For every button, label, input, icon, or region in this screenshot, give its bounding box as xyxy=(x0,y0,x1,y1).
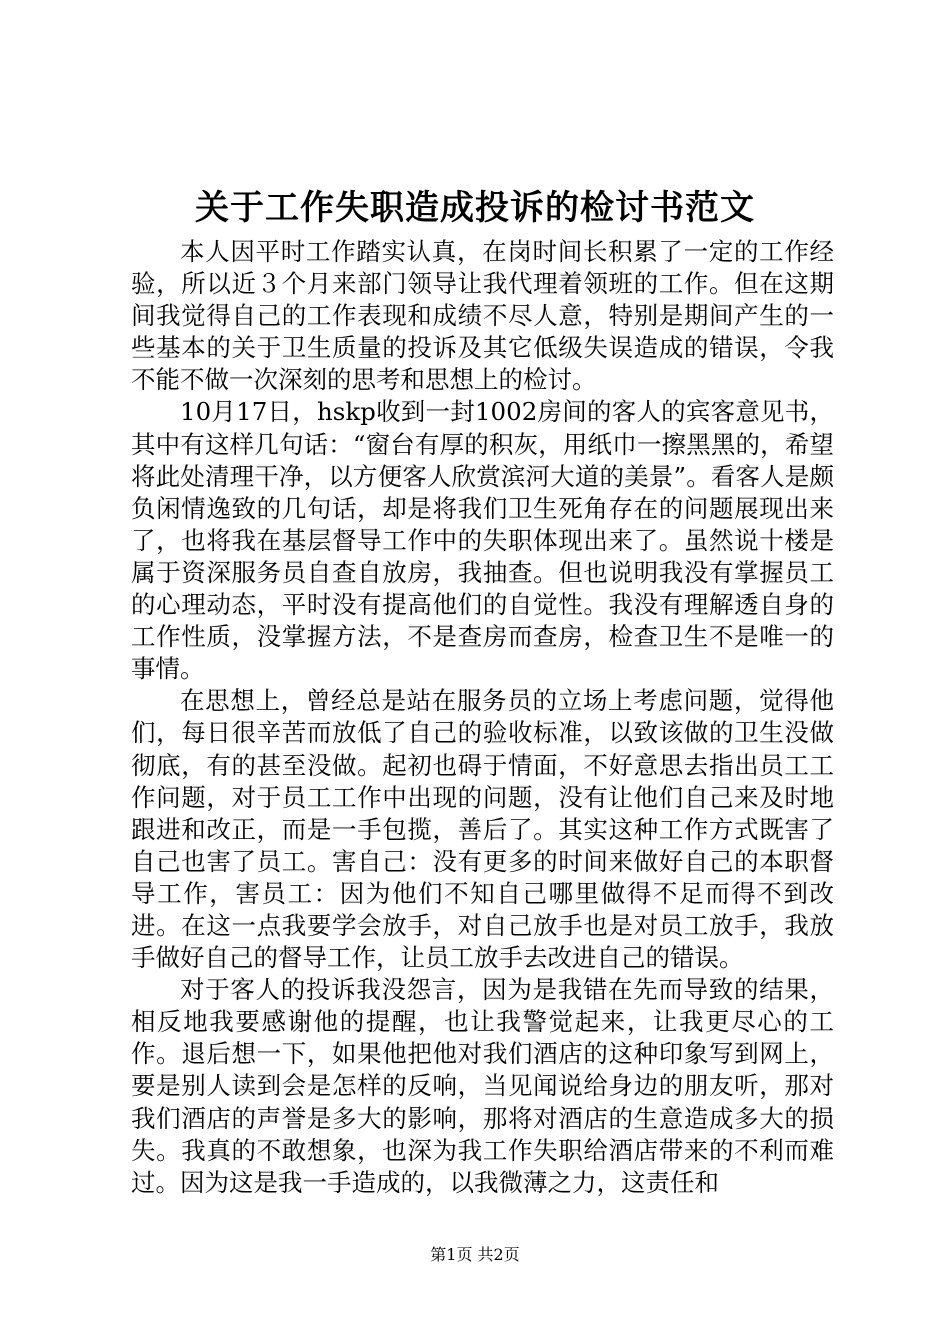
document-body xyxy=(131,236,834,1199)
document-title: 关于工作失职造成投诉的检讨书范文 xyxy=(195,188,755,228)
paragraph-2: 10月17日，hskp收到一封1002房间的客人的宾客意见书，其中有这样几句话：“窗台有厚的积灰，用纸巾一擦黑黑的，希望将此处清理干净，以方便客人欣赏滨河大道的美景”。看客人是颇负闲情逸致的几句话，却是将我们卫生死角存在的问题展现出来了，也将我在基层督导工作中的失职体现出来了。虽然说十楼是属于资深服务员自查自放房，我抽查。但也说明我没有掌握员工的心理动态，平时没有提高他们的自觉性。我没有理解透自身的工作性质，没掌握方法，不是查房而查房，检查卫生不是唯一的事情。 xyxy=(131,397,834,684)
paragraph-3: 在思想上，曾经总是站在服务员的立场上考虑问题，觉得他们，每日很辛苦而放低了自己的验收标准，以致该做的卫生没做彻底，有的甚至没做。起初也碍于情面，不好意思去指出员工工作问题，对于员工工作中出现的问题，没有让他们自己来及时地跟进和改正，而是一手包揽，善后了。其实这种工作方式既害了自己也害了员工。害自己：没有更多的时间来做好自己的本职督导工作，害员工：因为他们不知自己哪里做得不足而得不到改进。在这一点我要学会放手，对自己放手也是对员工放手，我放手做好自己的督导工作，让员工放手去改进自己的错误。 xyxy=(131,686,834,973)
page-number-footer: 第1页 共2页 xyxy=(430,1245,520,1264)
paragraph-1: 本人因平时工作踏实认真，在岗时间长积累了一定的工作经验，所以近３个月来部门领导让我代理着领班的工作。但在这期间我觉得自己的工作表现和成绩不尽人意，特别是期间产生的一些基本的关于卫生质量的投诉及其它低级失误造成的错误，令我不能不做一次深刻的思考和思想上的检讨。 xyxy=(131,237,834,395)
paragraph-4: 对于客人的投诉我没怨言，因为是我错在先而导致的结果，相反地我要感谢他的提醒，也让我警觉起来，让我更尽心的工作。退后想一下，如果他把他对我们酒店的这种印象写到网上，要是别人读到会是怎样的反响，当见闻说给身边的朋友听，那对我们酒店的声誉是多大的影响，那将对酒店的生意造成多大的损失。我真的不敢想象，也深为我工作失职给酒店带来的不利而难过。因为这是我一手造成的，以我微薄之力，这责任和 xyxy=(131,975,834,1197)
